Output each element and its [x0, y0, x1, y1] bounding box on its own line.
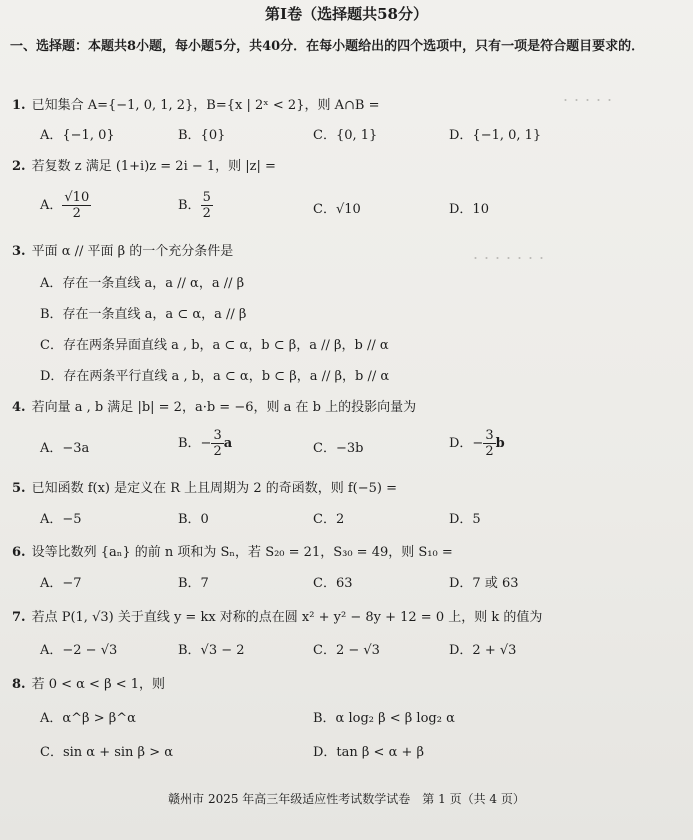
- fraction: [201, 190, 213, 221]
- option-a: A．−5: [40, 512, 82, 527]
- bleed-through-text: ・・・・・: [560, 94, 615, 107]
- option-c: C．sin α + sin β > α: [40, 745, 174, 760]
- fraction: [62, 190, 91, 221]
- question-3: [12, 240, 233, 259]
- question-1: [12, 94, 379, 113]
- question-text: 平面 α // 平面 β 的一个充分条件是: [31, 244, 234, 259]
- question-5: [12, 477, 397, 496]
- question-number: 8.: [12, 677, 26, 692]
- question-number: 5.: [12, 481, 26, 496]
- question-number: 6.: [12, 545, 26, 560]
- option-a: A．−2 − √3: [40, 643, 118, 658]
- fraction-denominator: 2: [202, 206, 211, 221]
- fraction-denominator: 2: [213, 444, 222, 459]
- option-a: A．−3a: [40, 441, 90, 456]
- option-label: A．: [40, 198, 63, 213]
- option-d: D．{−1, 0, 1}: [449, 128, 542, 143]
- option-b: B．√3 − 2: [178, 643, 245, 658]
- question-number: 7.: [12, 610, 26, 625]
- question-number: 4.: [12, 400, 26, 415]
- question-2: [12, 155, 276, 174]
- question-4: [12, 396, 416, 415]
- option-b: [178, 428, 232, 459]
- fraction-denominator: 2: [485, 444, 494, 459]
- question-number: 3.: [12, 244, 26, 259]
- fraction: [483, 428, 495, 459]
- question-6: [12, 541, 453, 560]
- option-a: A．{−1, 0}: [40, 128, 115, 143]
- fraction-numerator: 3: [485, 428, 494, 443]
- option-b: B．存在一条直线 a，a ⊂ α，a // β: [40, 307, 247, 322]
- option-d: D．7 或 63: [449, 576, 519, 591]
- option-c: C．存在两条异面直线 a , b，a ⊂ α，b ⊂ β，a // β，b // α: [40, 338, 389, 353]
- option-a: A．α^β > β^α: [40, 711, 136, 726]
- option-c: C．√10: [313, 202, 361, 217]
- option-b: B．0: [178, 512, 209, 527]
- question-text: 若复数 z 满足 (1+i)z = 2i − 1，则 |z| =: [31, 159, 276, 174]
- option-c: C．2: [313, 512, 345, 527]
- fraction-numerator: √10: [64, 190, 90, 205]
- question-number: 2.: [12, 159, 26, 174]
- page-footer: 赣州市 2025 年高三年级适应性考试数学试卷 第 1 页（共 4 页）: [168, 792, 525, 806]
- question-text: 设等比数列 {aₙ} 的前 n 项和为 Sₙ，若 S₂₀ = 21，S₃₀ = 49，则 S₁₀ =: [31, 545, 453, 560]
- question-text: 已知集合 A={−1, 0, 1, 2}，B={x | 2ˣ < 2}，则 A∩B =: [31, 98, 380, 113]
- option-c: C．63: [313, 576, 353, 591]
- option-d: D．tan β < α + β: [313, 745, 425, 760]
- fraction: [211, 428, 223, 459]
- option-label: D．−: [449, 436, 484, 451]
- option-a: A．−7: [40, 576, 82, 591]
- option-d: D．2 + √3: [449, 643, 517, 658]
- option-b: B．α log₂ β < β log₂ α: [313, 711, 455, 726]
- option-label: B．: [178, 198, 201, 213]
- bleed-through-text: ・・・・・・・: [470, 252, 547, 265]
- option-a: [40, 190, 91, 221]
- option-tail: a: [223, 436, 233, 451]
- option-d: D．5: [449, 512, 481, 527]
- fraction-numerator: 5: [202, 190, 211, 205]
- page-title: 第Ⅰ卷（选择题共58分）: [265, 5, 428, 23]
- question-text: 若 0 < α < β < 1，则: [31, 677, 166, 692]
- option-d: [449, 428, 505, 459]
- question-7: [12, 606, 542, 625]
- option-d: D．存在两条平行直线 a , b，a ⊂ α，b ⊂ β，a // β，b // α: [40, 369, 390, 384]
- option-a: A．存在一条直线 a，a // α，a // β: [40, 276, 245, 291]
- option-b: [178, 190, 213, 221]
- option-c: C．2 − √3: [313, 643, 380, 658]
- question-text: 若点 P(1, √3) 关于直线 y = kx 对称的点在圆 x² + y² − 8y + 12 = 0 上，则 k 的值为: [31, 610, 543, 625]
- option-c: C．−3b: [313, 441, 364, 456]
- section-instructions: 一、选择题：本题共8小题，每小题5分，共40分．在每小题给出的四个选项中，只有一项是符合题目要求的．: [10, 39, 645, 54]
- fraction-denominator: 2: [72, 206, 81, 221]
- question-8: [12, 673, 165, 692]
- question-number: 1.: [12, 98, 26, 113]
- option-b: B．7: [178, 576, 209, 591]
- option-b: B．{0}: [178, 128, 226, 143]
- option-c: C．{0, 1}: [313, 128, 378, 143]
- option-tail: b: [495, 436, 505, 451]
- option-label: B．−: [178, 436, 212, 451]
- option-d: D．10: [449, 202, 489, 217]
- question-text: 若向量 a , b 满足 |b| = 2，a·b = −6，则 a 在 b 上的投影向量为: [31, 400, 417, 415]
- fraction-numerator: 3: [213, 428, 222, 443]
- question-text: 已知函数 f(x) 是定义在 R 上且周期为 2 的奇函数，则 f(−5) =: [31, 481, 397, 496]
